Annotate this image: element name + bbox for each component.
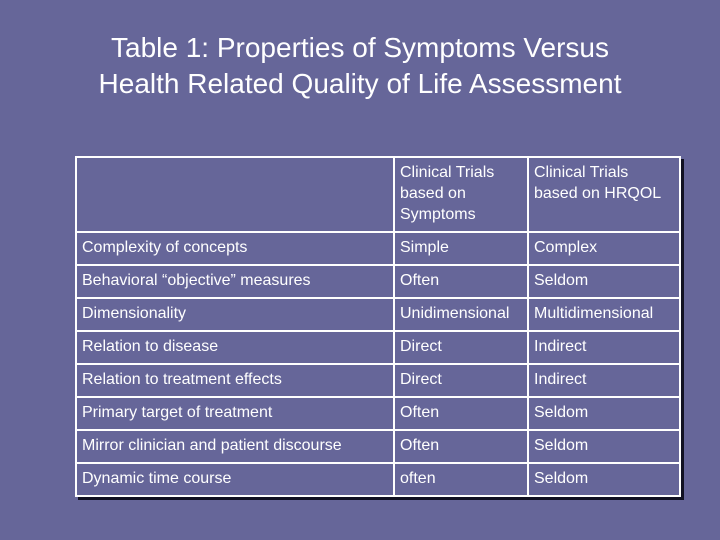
hrqol-cell: Seldom [528, 265, 680, 298]
table-row [76, 331, 680, 364]
header-cell-hrqol: Clinical Trials based on HRQOL [528, 157, 680, 232]
properties-table [75, 156, 681, 497]
symptoms-cell: Direct [394, 331, 528, 364]
symptoms-cell: often [394, 463, 528, 496]
hrqol-cell: Indirect [528, 331, 680, 364]
symptoms-cell: Often [394, 430, 528, 463]
header-cell-symptoms: Clinical Trials based on Symptoms [394, 157, 528, 232]
table-row [76, 364, 680, 397]
property-cell: Relation to disease [76, 331, 394, 364]
symptoms-cell: Often [394, 397, 528, 430]
table-header-row [76, 157, 680, 232]
slide-title-line-2: Health Related Quality of Life Assessment [98, 68, 622, 99]
slide-title [0, 30, 720, 102]
hrqol-cell: Multidimensional [528, 298, 680, 331]
property-cell: Behavioral “objective” measures [76, 265, 394, 298]
table-row [76, 397, 680, 430]
hrqol-cell: Complex [528, 232, 680, 265]
table-row [76, 265, 680, 298]
table-row [76, 298, 680, 331]
table-row [76, 430, 680, 463]
header-cell-empty [76, 157, 394, 232]
hrqol-cell: Seldom [528, 397, 680, 430]
property-cell: Complexity of concepts [76, 232, 394, 265]
property-cell: Mirror clinician and patient discourse [76, 430, 394, 463]
property-cell: Dynamic time course [76, 463, 394, 496]
property-cell: Relation to treatment effects [76, 364, 394, 397]
symptoms-cell: Unidimensional [394, 298, 528, 331]
property-cell: Primary target of treatment [76, 397, 394, 430]
symptoms-cell: Simple [394, 232, 528, 265]
hrqol-cell: Seldom [528, 430, 680, 463]
table-row [76, 232, 680, 265]
symptoms-cell: Direct [394, 364, 528, 397]
property-cell: Dimensionality [76, 298, 394, 331]
symptoms-cell: Often [394, 265, 528, 298]
hrqol-cell: Seldom [528, 463, 680, 496]
hrqol-cell: Indirect [528, 364, 680, 397]
table-row [76, 463, 680, 496]
slide-title-line-1: Table 1: Properties of Symptoms Versus [111, 32, 609, 63]
